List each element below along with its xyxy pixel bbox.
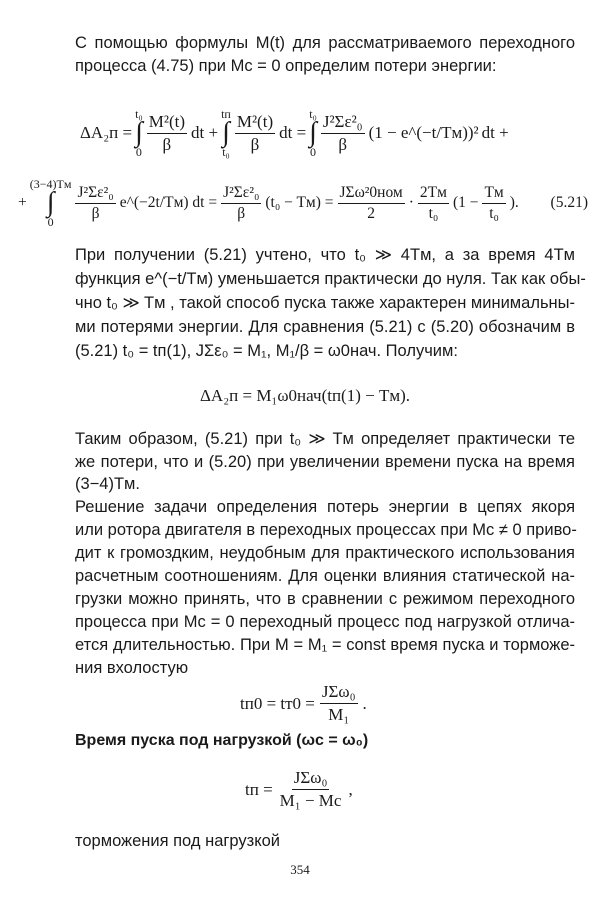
equation-loss-result: ΔA₂п = M₁ω0нач(tп(1) − Tм).: [200, 386, 411, 405]
text-line: (5.21) t₀ = tп(1), JΣε₀ = M₁, M₁/β = ω0нач. Получим:: [75, 342, 458, 360]
fraction: $\frac{\text{M²(t)}}{\beta}$: [236, 111, 274, 154]
fraction: $\frac{\text{J²Σε²₀}}{\beta}$: [322, 111, 363, 154]
equation-energy-loss: [80, 108, 509, 158]
text-line: функция e^(−t/Tм) уменьшается практически до нуля. Так как обы-: [75, 270, 586, 288]
eq-term: dt +: [481, 123, 509, 142]
eq-term: (1 −: [452, 194, 479, 211]
text-line: Решение задачи определения потерь энергии в цепях якоря: [75, 498, 575, 516]
text-line: процесса при Mс = 0 переходный процесс под нагрузкой отлича-: [75, 613, 575, 631]
equation-idle-time: [240, 682, 367, 725]
text-line: ми потерями энергии. Для сравнения (5.21) с (5.20) обозначим в: [75, 318, 575, 336]
eq-term: (t₀ − Tм) =: [265, 194, 334, 211]
fraction: $\frac{Tм}{\text{t₀}}$: [484, 183, 504, 222]
eq-term: .: [362, 693, 367, 713]
eq-lhs: ΔA₂п =: [80, 123, 133, 142]
eq-term: dt +: [191, 123, 219, 142]
equation-5-21: [18, 178, 588, 228]
integral: t₀ ∫ 0: [135, 107, 143, 159]
text-line: (3−4)Tм.: [75, 475, 140, 493]
text-line: дит к громоздким, неудобным для практического использования: [75, 544, 575, 562]
fraction: $\frac{2Tм}{\text{t₀}}$: [419, 183, 447, 222]
text-line: грузки можно принять, что в сравнении с режимом переходного: [75, 590, 575, 608]
fraction: $\frac{\text{JΣω²0ном}}{2}$: [339, 183, 403, 222]
equation-number: (5.21): [550, 194, 588, 211]
text-line: же потери, что и (5.20) при увеличении времени пуска на время: [75, 453, 575, 471]
text-line: расчетным соотношениям. Для оценки влияния статической на-: [75, 567, 575, 585]
text-line: Таким образом, (5.21) при t₀ ≫ Tм определяет практически те: [75, 430, 575, 448]
integral: tп ∫ t₀: [221, 107, 231, 159]
fraction: $\frac{\text{JΣω₀}}{\text{M₁}}$: [321, 682, 356, 724]
fraction: $\frac{\text{J²Σε²₀}}{\beta}$: [223, 183, 260, 222]
text-line: При получении (5.21) учтено, что t₀ ≫ 4Tм, а за время 4Tм: [75, 246, 575, 264]
text-line: процесса (4.75) при Mс = 0 определим потери энергии:: [75, 57, 497, 75]
text-line: торможения под нагрузкой: [75, 832, 280, 850]
eq-lhs: tп0 = tт0 =: [240, 693, 315, 713]
eq-term: ,: [348, 779, 353, 799]
text-line: чно t₀ ≫ Tм , такой способ пуска также характерен минимальны-: [75, 294, 576, 312]
eq-term: +: [18, 194, 27, 211]
fraction: $\frac{\text{JΣω₀}}{\text{M₁ − Mс}}$: [279, 768, 342, 810]
text-line: ется длительностью. При M = M₁ = const время пуска и торможе-: [75, 636, 575, 654]
section-heading: Время пуска под нагрузкой (ωс = ω₀): [75, 732, 369, 749]
text-line: С помощью формулы M(t) для рассматриваемого переходного: [75, 34, 575, 52]
equation-load-start-time: [245, 768, 353, 811]
eq-term: ·: [408, 194, 414, 211]
fraction: $\frac{\text{M²(t)}}{\beta}$: [148, 111, 186, 154]
page-number: 354: [290, 862, 310, 877]
text-line: или ротора двигателя в переходных процессах при Mс ≠ 0 приво-: [75, 521, 577, 539]
integral: t₀ ∫ 0: [309, 107, 317, 159]
integral: (3−4)Tм ∫ 0: [29, 177, 72, 229]
eq-term: (1 − e^(−t/Tм))²: [368, 123, 479, 142]
fraction: $\frac{\text{J²Σε²₀}}{\beta}$: [77, 183, 114, 222]
eq-term: dt =: [279, 123, 307, 142]
text-line: ния вхолостую: [75, 659, 189, 677]
eq-term: e^(−2t/Tм) dt =: [119, 194, 218, 211]
eq-lhs: tп =: [245, 779, 273, 799]
eq-term: ).: [509, 194, 519, 211]
